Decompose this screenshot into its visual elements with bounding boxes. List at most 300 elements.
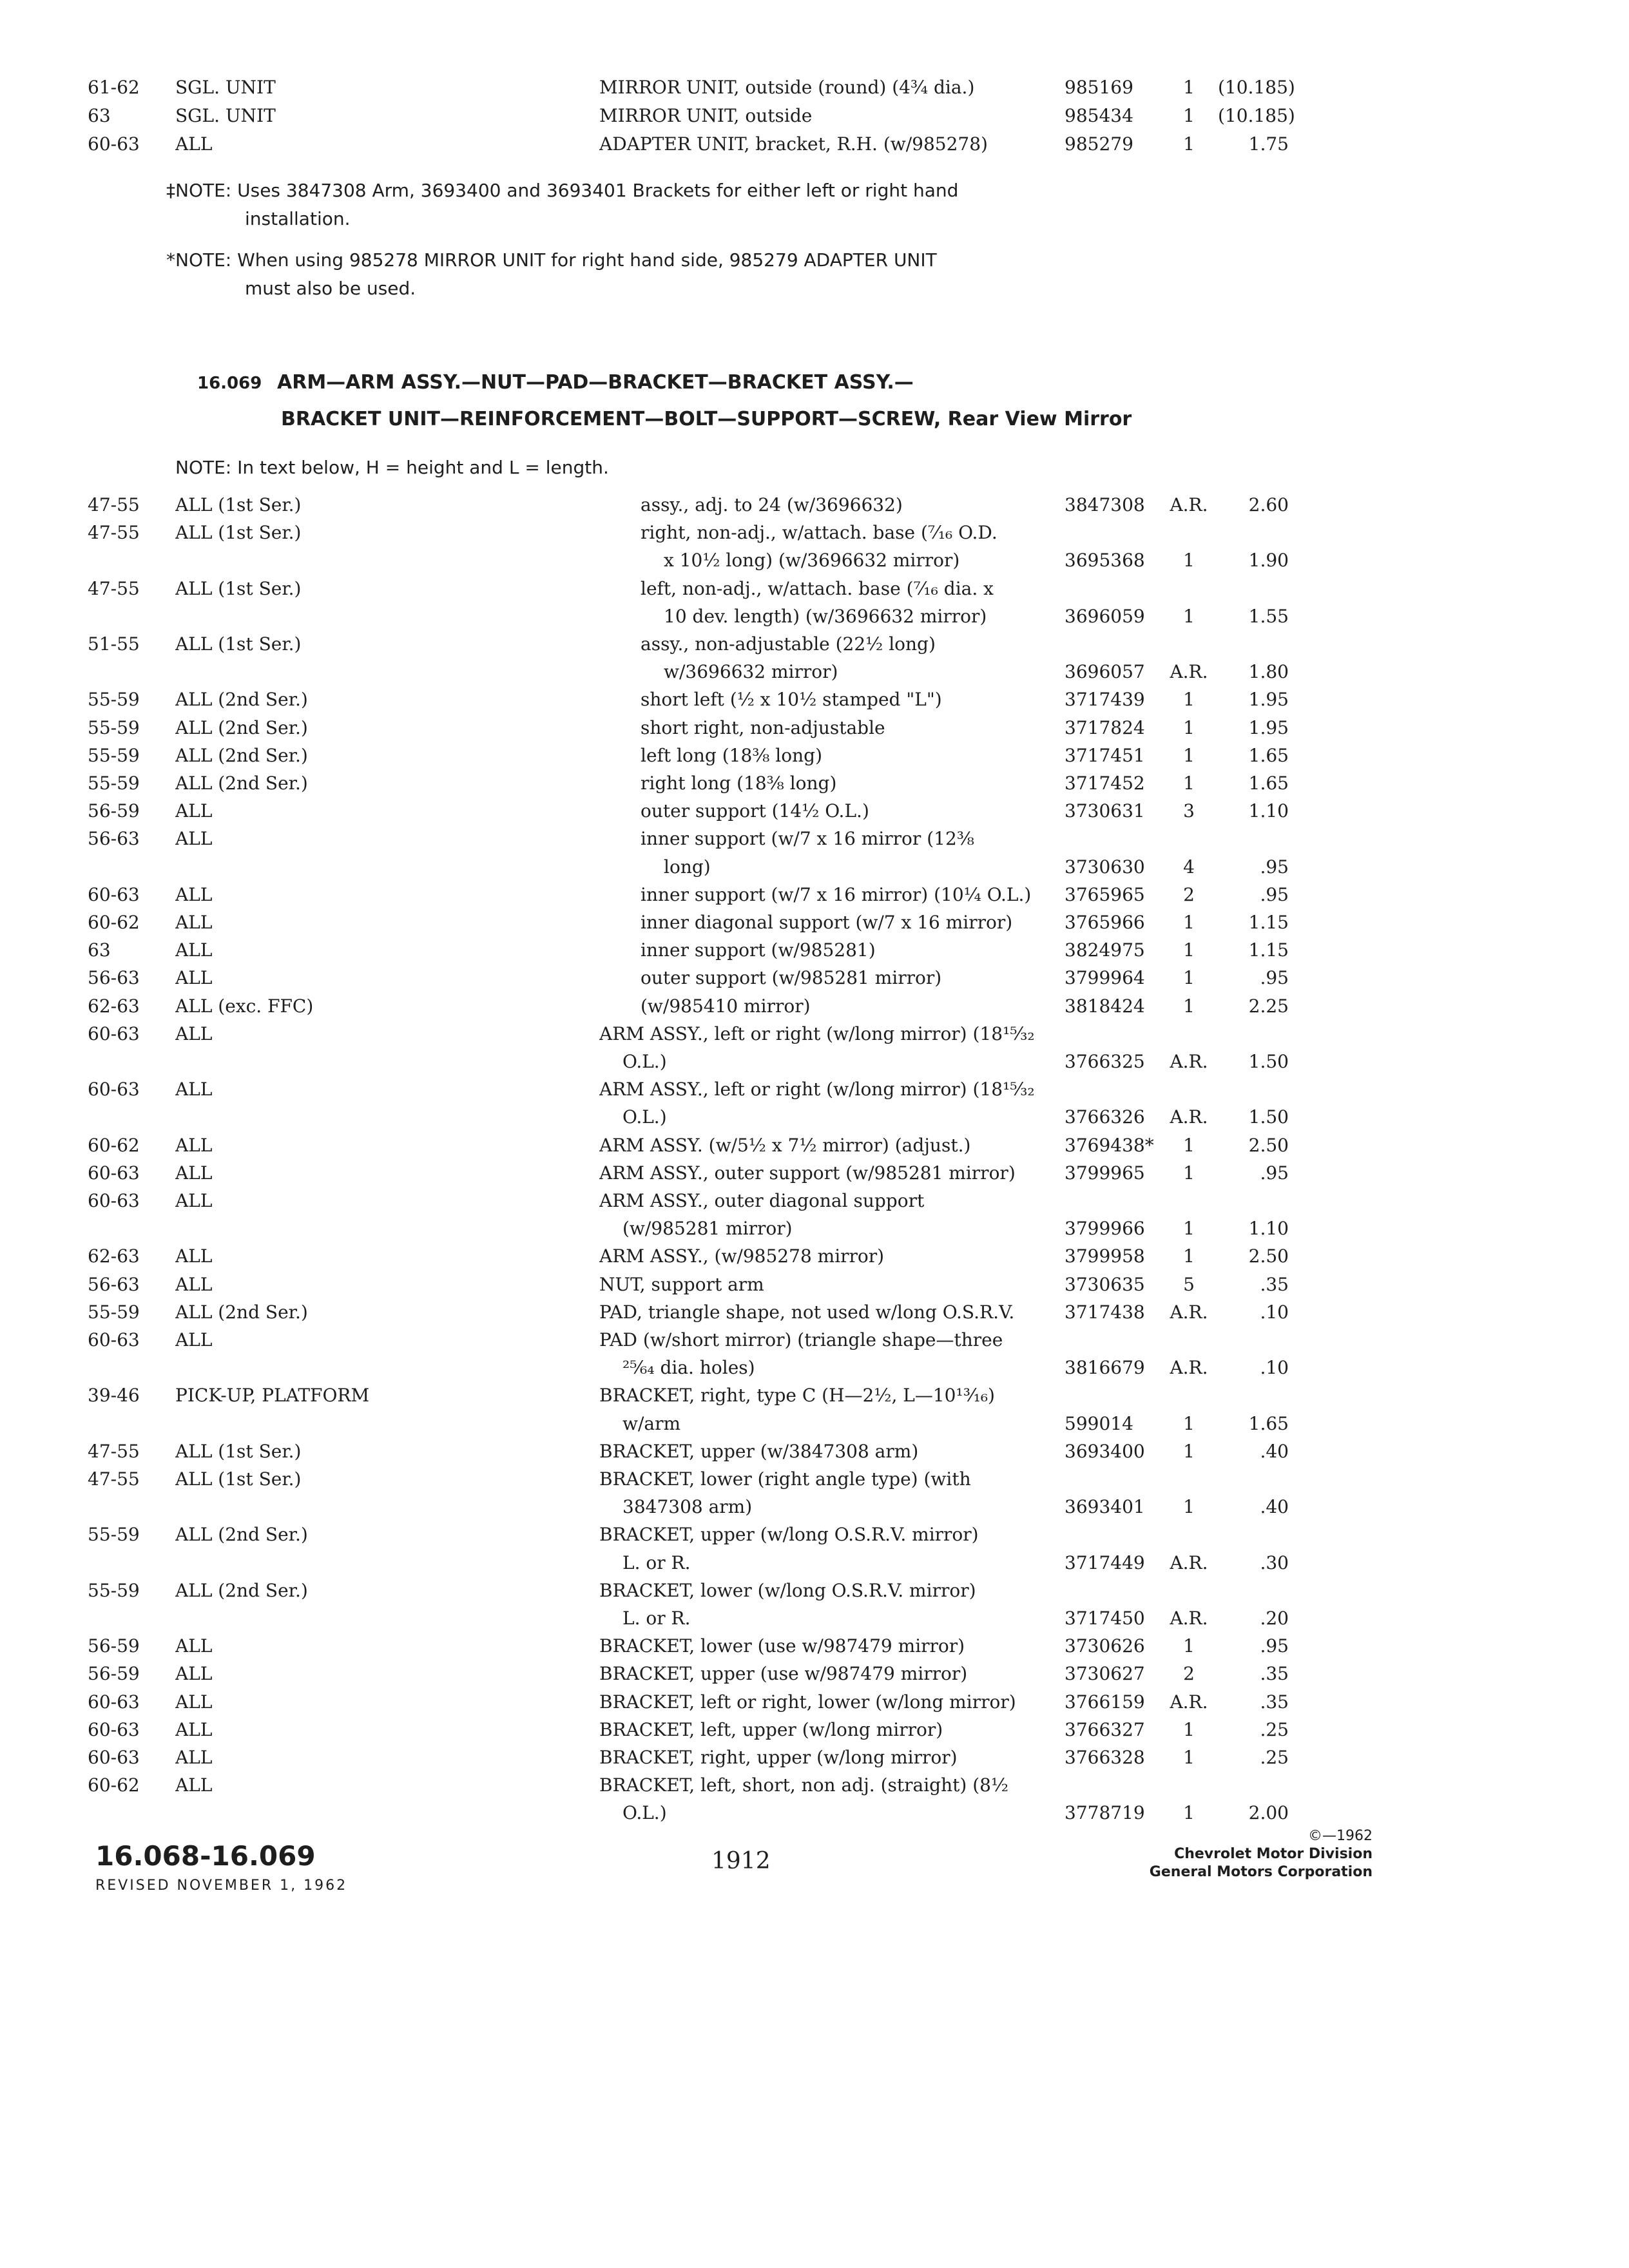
quantity: 1 [1183, 773, 1195, 794]
year-range: 56-63 [88, 828, 140, 850]
part-description: BRACKET, left or right, lower (w/long mirror) [599, 1691, 1016, 1713]
quantity: 1 [1183, 1162, 1195, 1184]
parts-row [0, 714, 1629, 742]
quantity: 1 [1183, 912, 1195, 933]
note-line: must also be used. [245, 278, 416, 299]
model-applicability: ALL (1st Ser.) [175, 1440, 302, 1462]
price: 1.15 [1248, 912, 1289, 933]
quantity: A.R. [1170, 1691, 1208, 1713]
parts-row [0, 742, 1629, 770]
parts-row [0, 1131, 1629, 1160]
model-applicability: ALL [175, 1134, 213, 1156]
part-number: 3717450 [1065, 1608, 1145, 1629]
part-number: 985279 [1065, 133, 1133, 155]
price: .10 [1260, 1301, 1289, 1323]
part-description: x 10½ long) (w/3696632 mirror) [664, 550, 960, 572]
price: .25 [1260, 1718, 1289, 1740]
parts-row [0, 1271, 1629, 1299]
year-range: 63 [88, 939, 111, 961]
parts-row [0, 936, 1629, 965]
model-applicability: ALL (2nd Ser.) [175, 1579, 308, 1601]
model-applicability: ALL (1st Ser.) [175, 1468, 302, 1490]
part-number: 3765966 [1065, 912, 1145, 933]
model-applicability: ALL [175, 133, 213, 155]
parts-row [0, 1075, 1629, 1104]
model-applicability: ALL (2nd Ser.) [175, 716, 308, 738]
price: (10.185) [1218, 105, 1295, 126]
model-applicability: ALL [175, 1718, 213, 1740]
year-range: 62-63 [88, 1245, 140, 1267]
part-description: PAD, triangle shape, not used w/long O.S.R.V. [599, 1301, 1015, 1323]
parts-row [0, 825, 1629, 853]
parts-row [0, 630, 1629, 658]
parts-row [0, 1381, 1629, 1410]
year-range: 51-55 [88, 633, 140, 655]
parts-row [0, 853, 1629, 881]
part-number: 3695368 [1065, 550, 1145, 572]
part-description: BRACKET, upper (w/3847308 arm) [599, 1440, 919, 1462]
model-applicability: ALL (1st Ser.) [175, 633, 302, 655]
part-description: L. or R. [622, 1608, 691, 1629]
part-description: ²⁵⁄₆₄ dia. holes) [622, 1357, 755, 1379]
part-description: BRACKET, upper (w/long O.S.R.V. mirror) [599, 1524, 979, 1546]
parts-row [0, 130, 1629, 159]
part-description: PAD (w/short mirror) (triangle shape—three [599, 1329, 1003, 1350]
price: .35 [1260, 1691, 1289, 1713]
part-number: 3730635 [1065, 1273, 1145, 1295]
year-range: 60-63 [88, 1718, 140, 1740]
price: 2.50 [1248, 1134, 1289, 1156]
parts-row [0, 1549, 1629, 1577]
part-number: 3717449 [1065, 1552, 1145, 1573]
part-description: O.L.) [622, 1802, 667, 1824]
part-description: ARM ASSY., left or right (w/long mirror) (18¹⁵⁄₃₂ [599, 1023, 1035, 1044]
year-range: 39-46 [88, 1385, 140, 1407]
part-number: 599014 [1065, 1412, 1133, 1434]
parts-row [0, 1242, 1629, 1271]
part-description: short right, non-adjustable [641, 716, 885, 738]
parts-row [0, 1660, 1629, 1688]
model-applicability: ALL [175, 1079, 213, 1100]
model-applicability: SGL. UNIT [175, 77, 276, 98]
year-range: 56-59 [88, 1663, 140, 1685]
part-number: 3766326 [1065, 1106, 1145, 1128]
part-description: O.L.) [622, 1051, 667, 1072]
price: 1.50 [1248, 1051, 1289, 1072]
price: .95 [1260, 1635, 1289, 1657]
part-description: ARM ASSY., left or right (w/long mirror) (18¹⁵⁄₃₂ [599, 1079, 1035, 1100]
price: 1.75 [1248, 133, 1289, 155]
part-number: 3696057 [1065, 661, 1145, 683]
part-number: 3696059 [1065, 605, 1145, 627]
year-range: 47-55 [88, 522, 140, 544]
part-description: BRACKET, right, upper (w/long mirror) [599, 1747, 958, 1768]
part-description: inner diagonal support (w/7 x 16 mirror) [641, 912, 1013, 933]
model-applicability: ALL (2nd Ser.) [175, 1301, 308, 1323]
part-description: short left (½ x 10½ stamped "L") [641, 689, 942, 711]
year-range: 60-62 [88, 912, 140, 933]
model-applicability: ALL [175, 828, 213, 850]
part-description: ARM ASSY., (w/985278 mirror) [599, 1245, 885, 1267]
parts-row [0, 102, 1629, 130]
parts-row [0, 1187, 1629, 1215]
model-applicability: ALL [175, 939, 213, 961]
price: 2.00 [1248, 1802, 1289, 1824]
price: .30 [1260, 1552, 1289, 1573]
parts-row [0, 1020, 1629, 1048]
price: .40 [1260, 1496, 1289, 1518]
year-range: 60-63 [88, 133, 140, 155]
quantity: A.R. [1170, 1051, 1208, 1072]
year-range: 55-59 [88, 1301, 140, 1323]
year-range: 60-63 [88, 1023, 140, 1044]
year-range: 60-62 [88, 1774, 140, 1796]
footer-corporation: General Motors Corporation [1149, 1864, 1373, 1880]
footer-division: Chevrolet Motor Division [1174, 1846, 1373, 1862]
parts-row [0, 1465, 1629, 1494]
part-description: BRACKET, left, upper (w/long mirror) [599, 1718, 943, 1740]
quantity: 5 [1183, 1273, 1195, 1295]
part-description: MIRROR UNIT, outside [599, 105, 813, 126]
price: 2.50 [1248, 1245, 1289, 1267]
model-applicability: ALL [175, 883, 213, 905]
footer-page-number: 1912 [711, 1848, 771, 1874]
model-applicability: ALL (1st Ser.) [175, 577, 302, 599]
model-applicability: ALL [175, 1162, 213, 1184]
model-applicability: ALL (1st Ser.) [175, 494, 302, 515]
year-range: 55-59 [88, 716, 140, 738]
quantity: 1 [1183, 744, 1195, 766]
price: 1.80 [1248, 661, 1289, 683]
parts-row [0, 1048, 1629, 1076]
part-number: 3717439 [1065, 689, 1145, 711]
price: .25 [1260, 1747, 1289, 1768]
year-range: 47-55 [88, 1440, 140, 1462]
note-brackets [166, 177, 1055, 233]
part-number: 3847308 [1065, 494, 1145, 515]
part-description: ADAPTER UNIT, bracket, R.H. (w/985278) [599, 133, 988, 155]
price: .40 [1260, 1440, 1289, 1462]
part-description: outer support (w/985281 mirror) [641, 967, 942, 989]
part-description: L. or R. [622, 1552, 691, 1573]
price: 1.90 [1248, 550, 1289, 572]
quantity: A.R. [1170, 1301, 1208, 1323]
quantity: 1 [1183, 605, 1195, 627]
year-range: 60-63 [88, 1747, 140, 1768]
part-description: inner support (w/985281) [641, 939, 876, 961]
year-range: 47-55 [88, 577, 140, 599]
price: 1.95 [1248, 716, 1289, 738]
price: .20 [1260, 1608, 1289, 1629]
quantity: 1 [1183, 1412, 1195, 1434]
part-number: 3799958 [1065, 1245, 1145, 1267]
parts-row [0, 491, 1629, 519]
part-description: left long (18⅜ long) [641, 744, 822, 766]
footer-copyright: ©—1962 [1308, 1828, 1373, 1844]
part-number: 3730626 [1065, 1635, 1145, 1657]
part-number: 985434 [1065, 105, 1133, 126]
model-applicability: ALL [175, 912, 213, 933]
model-applicability: PICK-UP, PLATFORM [175, 1385, 370, 1407]
year-range: 47-55 [88, 494, 140, 515]
quantity: 1 [1183, 1496, 1195, 1518]
note-line: *NOTE: When using 985278 MIRROR UNIT for right hand side, 985279 ADAPTER UNIT [166, 249, 937, 271]
year-range: 56-59 [88, 800, 140, 822]
price: .95 [1260, 967, 1289, 989]
quantity: 1 [1183, 716, 1195, 738]
part-description: BRACKET, lower (right angle type) (with [599, 1468, 971, 1490]
part-description: outer support (14½ O.L.) [641, 800, 869, 822]
model-applicability: ALL (2nd Ser.) [175, 773, 308, 794]
price: 1.15 [1248, 939, 1289, 961]
model-applicability: ALL [175, 1663, 213, 1685]
price: 2.25 [1248, 995, 1289, 1017]
part-number: 3730627 [1065, 1663, 1145, 1685]
quantity: A.R. [1170, 1552, 1208, 1573]
model-applicability: ALL (1st Ser.) [175, 522, 302, 544]
parts-row [0, 1744, 1629, 1772]
year-range: 56-59 [88, 1635, 140, 1657]
year-range: 55-59 [88, 1579, 140, 1601]
price: 1.50 [1248, 1106, 1289, 1128]
year-range: 47-55 [88, 1468, 140, 1490]
note-line: installation. [245, 208, 351, 229]
parts-row [0, 1521, 1629, 1549]
part-description: inner support (w/7 x 16 mirror) (10¼ O.L.) [641, 883, 1032, 905]
price: 1.95 [1248, 689, 1289, 711]
part-description: O.L.) [622, 1106, 667, 1128]
parts-row [0, 686, 1629, 714]
price: .95 [1260, 1162, 1289, 1184]
part-number: 3693400 [1065, 1440, 1145, 1462]
year-range: 62-63 [88, 995, 140, 1017]
part-number: 985169 [1065, 77, 1133, 98]
quantity: A.R. [1170, 494, 1208, 515]
dimension-note: NOTE: In text below, H = height and L = length. [175, 457, 609, 478]
quantity: 1 [1183, 1245, 1195, 1267]
part-number: 3717452 [1065, 773, 1145, 794]
part-description: left, non-adj., w/attach. base (⁷⁄₁₆ dia. x [641, 577, 994, 599]
note-adapter [166, 246, 1055, 303]
year-range: 55-59 [88, 744, 140, 766]
year-range: 56-63 [88, 1273, 140, 1295]
parts-row [0, 1799, 1629, 1827]
model-applicability: ALL [175, 1329, 213, 1350]
quantity: 1 [1183, 133, 1195, 155]
model-applicability: ALL [175, 1774, 213, 1796]
part-number: 3766327 [1065, 1718, 1145, 1740]
part-number: 3717438 [1065, 1301, 1145, 1323]
quantity: 1 [1183, 1134, 1195, 1156]
part-number: 3766328 [1065, 1747, 1145, 1768]
parts-row [0, 1493, 1629, 1521]
parts-row [0, 881, 1629, 909]
part-description: BRACKET, upper (use w/987479 mirror) [599, 1663, 968, 1685]
parts-row [0, 992, 1629, 1021]
year-range: 55-59 [88, 689, 140, 711]
price: .10 [1260, 1357, 1289, 1379]
parts-row [0, 1159, 1629, 1187]
model-applicability: ALL [175, 967, 213, 989]
parts-row [0, 1437, 1629, 1466]
parts-row [0, 73, 1629, 102]
part-description: BRACKET, lower (use w/987479 mirror) [599, 1635, 965, 1657]
parts-row [0, 519, 1629, 547]
part-number: 3693401 [1065, 1496, 1145, 1518]
part-description: (w/985410 mirror) [641, 995, 811, 1017]
footer-section: 16.068-16.069 [95, 1840, 316, 1872]
section-heading [197, 365, 1132, 437]
parts-row [0, 1688, 1629, 1716]
parts-row [0, 1103, 1629, 1131]
year-range: 61-62 [88, 77, 140, 98]
part-description: ARM ASSY. (w/5½ x 7½ mirror) (adjust.) [599, 1134, 971, 1156]
parts-row [0, 1410, 1629, 1438]
quantity: A.R. [1170, 1608, 1208, 1629]
part-number: 3778719 [1065, 1802, 1145, 1824]
quantity: 1 [1183, 1718, 1195, 1740]
part-description: assy., adj. to 24 (w/3696632) [641, 494, 903, 515]
note-line: ‡NOTE: Uses 3847308 Arm, 3693400 and 3693401 Brackets for either left or right hand [166, 180, 959, 201]
price: 1.10 [1248, 1218, 1289, 1240]
part-number: 3717824 [1065, 716, 1145, 738]
part-number: 3730631 [1065, 800, 1145, 822]
quantity: A.R. [1170, 1106, 1208, 1128]
part-description: w/3696632 mirror) [664, 661, 838, 683]
quantity: 1 [1183, 1218, 1195, 1240]
year-range: 63 [88, 105, 111, 126]
part-number: 3799965 [1065, 1162, 1145, 1184]
model-applicability: ALL [175, 1245, 213, 1267]
parts-row [0, 1577, 1629, 1605]
parts-row [0, 1298, 1629, 1327]
year-range: 55-59 [88, 1524, 140, 1546]
price: .95 [1260, 883, 1289, 905]
quantity: 1 [1183, 967, 1195, 989]
section-title-line-1: ARM—ARM ASSY.—NUT—PAD—BRACKET—BRACKET ASSY.— [277, 371, 914, 394]
quantity: 1 [1183, 995, 1195, 1017]
model-applicability: ALL (exc. FFC) [175, 995, 314, 1017]
model-applicability: ALL (2nd Ser.) [175, 744, 308, 766]
part-number: 3769438* [1065, 1134, 1154, 1156]
quantity: A.R. [1170, 1357, 1208, 1379]
quantity: 3 [1183, 800, 1195, 822]
price: .35 [1260, 1663, 1289, 1685]
part-description: assy., non-adjustable (22½ long) [641, 633, 936, 655]
quantity: 1 [1183, 105, 1195, 126]
parts-row [0, 1326, 1629, 1354]
price: 1.55 [1248, 605, 1289, 627]
quantity: 1 [1183, 1802, 1195, 1824]
parts-row [0, 1632, 1629, 1660]
model-applicability: ALL (2nd Ser.) [175, 689, 308, 711]
model-applicability: ALL [175, 1273, 213, 1295]
price: 1.10 [1248, 800, 1289, 822]
year-range: 60-63 [88, 1329, 140, 1350]
year-range: 60-63 [88, 1162, 140, 1184]
footer-revised: REVISED NOVEMBER 1, 1962 [95, 1878, 348, 1894]
quantity: 2 [1183, 1663, 1195, 1685]
year-range: 56-63 [88, 967, 140, 989]
model-applicability: ALL [175, 1691, 213, 1713]
year-range: 55-59 [88, 773, 140, 794]
quantity: 2 [1183, 883, 1195, 905]
model-applicability: SGL. UNIT [175, 105, 276, 126]
quantity: A.R. [1170, 661, 1208, 683]
part-number: 3824975 [1065, 939, 1145, 961]
quantity: 1 [1183, 1440, 1195, 1462]
parts-row [0, 546, 1629, 575]
part-description: right long (18⅜ long) [641, 773, 837, 794]
year-range: 60-63 [88, 1190, 140, 1211]
part-number: 3799964 [1065, 967, 1145, 989]
model-applicability: ALL [175, 1635, 213, 1657]
quantity: 1 [1183, 939, 1195, 961]
part-description: ARM ASSY., outer diagonal support [599, 1190, 925, 1211]
parts-row [0, 908, 1629, 937]
model-applicability: ALL [175, 1747, 213, 1768]
part-number: 3765965 [1065, 883, 1145, 905]
section-title-line-2: BRACKET UNIT—REINFORCEMENT—BOLT—SUPPORT—SCREW, Rear View Mirror [281, 408, 1132, 430]
part-description: BRACKET, lower (w/long O.S.R.V. mirror) [599, 1579, 976, 1601]
year-range: 60-62 [88, 1134, 140, 1156]
part-number: 3766159 [1065, 1691, 1145, 1713]
part-number: 3799966 [1065, 1218, 1145, 1240]
parts-row [0, 1604, 1629, 1633]
parts-row [0, 1215, 1629, 1243]
price: 1.65 [1248, 1412, 1289, 1434]
part-description: long) [664, 856, 711, 878]
model-applicability: ALL [175, 1190, 213, 1211]
quantity: 1 [1183, 1635, 1195, 1657]
part-description: ARM ASSY., outer support (w/985281 mirror) [599, 1162, 1016, 1184]
quantity: 1 [1183, 550, 1195, 572]
price: 2.60 [1248, 494, 1289, 515]
parts-row [0, 575, 1629, 603]
part-description: w/arm [622, 1412, 681, 1434]
footer-publisher [1115, 1827, 1373, 1881]
year-range: 60-63 [88, 1079, 140, 1100]
part-number: 3816679 [1065, 1357, 1145, 1379]
model-applicability: ALL (2nd Ser.) [175, 1524, 308, 1546]
parts-row [0, 797, 1629, 825]
price: 1.65 [1248, 744, 1289, 766]
part-number: 3717451 [1065, 744, 1145, 766]
parts-row [0, 1771, 1629, 1800]
part-description: NUT, support arm [599, 1273, 764, 1295]
model-applicability: ALL [175, 800, 213, 822]
quantity: 1 [1183, 1747, 1195, 1768]
parts-row [0, 1354, 1629, 1382]
price: .95 [1260, 856, 1289, 878]
section-number: 16.069 [197, 374, 262, 393]
year-range: 60-63 [88, 1691, 140, 1713]
parts-row [0, 658, 1629, 686]
part-description: 3847308 arm) [622, 1496, 753, 1518]
part-description: right, non-adj., w/attach. base (⁷⁄₁₆ O.D. [641, 522, 998, 544]
year-range: 60-63 [88, 883, 140, 905]
part-description: BRACKET, left, short, non adj. (straight) (8½ [599, 1774, 1009, 1796]
price: .35 [1260, 1273, 1289, 1295]
parts-row [0, 1716, 1629, 1744]
price: (10.185) [1218, 77, 1295, 98]
quantity: 1 [1183, 689, 1195, 711]
quantity: 4 [1183, 856, 1195, 878]
part-number: 3818424 [1065, 995, 1145, 1017]
model-applicability: ALL [175, 1023, 213, 1044]
part-number: 3766325 [1065, 1051, 1145, 1072]
part-description: (w/985281 mirror) [622, 1218, 793, 1240]
